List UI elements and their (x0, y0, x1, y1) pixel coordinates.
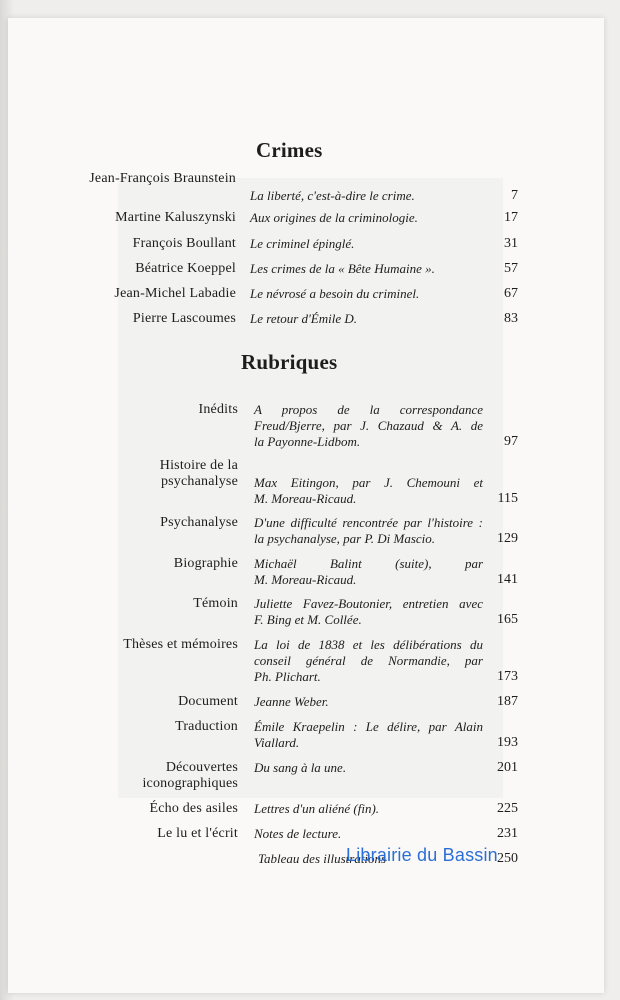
entry-title: Aux origines de la criminologie. (250, 210, 418, 225)
entry-title-line: Jeanne Weber. (254, 694, 329, 709)
entry-rubric: Psychanalyse (160, 515, 238, 530)
entry-title-line: Max Eitingon, par J. Chemouni et (254, 475, 483, 490)
entry-title-line: Émile Kraepelin : Le délire, par Alain (254, 719, 483, 734)
section-heading-crimes: Crimes (256, 138, 323, 162)
entry-page: 17 (504, 210, 518, 225)
entry-author: François Boullant (132, 236, 236, 251)
entry-rubric: Document (178, 694, 238, 709)
entry-title: Le criminel épinglé. (250, 236, 355, 251)
entry-page: 173 (497, 669, 518, 684)
entry-title-line: Tableau des illustrations (258, 851, 387, 866)
entry-rubric-line: iconographiques (142, 776, 238, 791)
entry-title: La liberté, c'est-à-dire le crime. (250, 188, 415, 203)
entry-page: 141 (497, 572, 518, 587)
entry-title: Le névrosé a besoin du criminel. (250, 286, 420, 301)
entry-page: 67 (504, 286, 518, 301)
entry-page: 225 (497, 801, 518, 816)
entry-page: 7 (511, 188, 518, 203)
entry-title-line: La loi de 1838 et les délibérations du (254, 637, 483, 652)
entry-rubric-line: Découvertes (165, 760, 238, 775)
entry-author: Jean-François Braunstein (89, 171, 236, 186)
entry-rubric: Écho des asiles (149, 801, 238, 816)
watermark-text: Librairie du Bassin (346, 845, 498, 865)
entry-title-line: la psychanalyse, par P. Di Mascio. (254, 531, 436, 546)
entry-author: Pierre Lascoumes (132, 311, 236, 326)
entry-rubric: Traduction (175, 719, 238, 734)
entry-rubric: Biographie (173, 556, 238, 571)
entry-page: 97 (504, 434, 518, 449)
entry-title-line: A propos de la correspondance (254, 402, 483, 417)
entry-title-line: Michaël Balint (suite), par (254, 556, 483, 571)
entry-page: 31 (504, 236, 518, 251)
entry-title: Le retour d'Émile D. (250, 311, 358, 326)
entry-page: 57 (504, 261, 518, 276)
entry-rubric: Le lu et l'écrit (157, 826, 238, 841)
entry-title-line: conseil général de Normandie, par (254, 653, 483, 668)
entry-page: 115 (497, 491, 518, 506)
entry-title-line: Du sang à la une. (254, 760, 347, 775)
entry-title-line: Lettres d'un aliéné (fin). (254, 801, 380, 816)
entry-title-line: D'une difficulté rencontrée par l'histoire : (254, 515, 483, 530)
entry-rubric: Témoin (193, 596, 238, 611)
entry-author: Jean-Michel Labadie (114, 286, 236, 301)
entry-title-line: F. Bing et M. Collée. (254, 612, 362, 627)
entry-page: 83 (504, 311, 518, 326)
entry-page: 129 (497, 531, 518, 546)
entry-title-line: M. Moreau-Ricaud. (254, 572, 357, 587)
entry-title-line: M. Moreau-Ricaud. (254, 491, 357, 506)
entry-author: Béatrice Koeppel (135, 261, 236, 276)
entry-title-line: Ph. Plichart. (254, 669, 321, 684)
entry-title-line: Juliette Favez-Boutonier, entretien avec (254, 596, 483, 611)
entry-rubric-line: psychanalyse (160, 474, 238, 489)
entry-title-line: la Payonne-Lidbom. (254, 434, 361, 449)
entry-page: 187 (497, 694, 518, 709)
entry-page: 193 (497, 735, 518, 750)
entry-author: Martine Kaluszynski (115, 210, 236, 225)
entry-page: 201 (497, 760, 518, 775)
entry-page: 250 (497, 851, 518, 866)
entry-title-line: Viallard. (254, 735, 300, 750)
entry-rubric: Inédits (198, 402, 238, 417)
entry-rubric: Thèses et mémoires (123, 637, 238, 652)
entry-title-line: Freud/Bjerre, par J. Chazaud & A. de (254, 418, 483, 433)
section-heading-rubriques: Rubriques (241, 350, 338, 374)
entry-page: 165 (497, 612, 518, 627)
entry-title-line: Notes de lecture. (254, 826, 342, 841)
entry-title: Les crimes de la « Bête Humaine ». (250, 261, 435, 276)
entry-rubric-line: Histoire de la (159, 458, 238, 473)
entry-page: 231 (497, 826, 518, 841)
